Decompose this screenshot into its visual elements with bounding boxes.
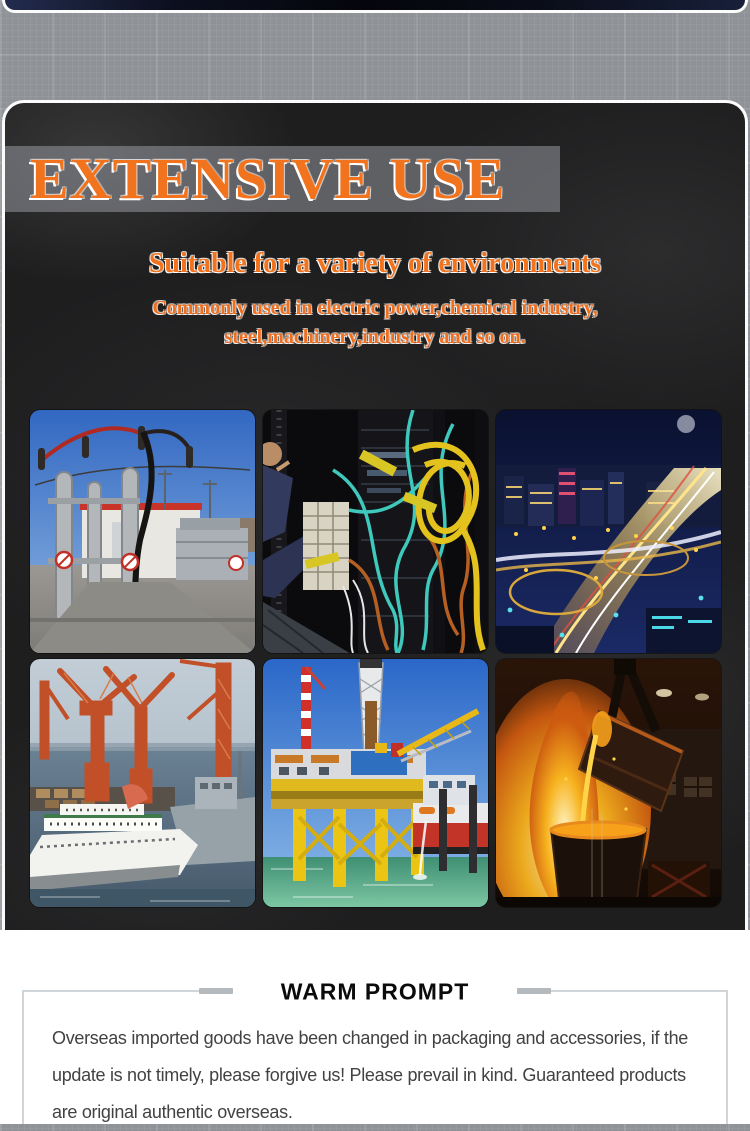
photo-harbor	[30, 659, 255, 907]
photo-night-city	[496, 410, 721, 653]
description-line-1: Commonly used in electric power,chemical industry,	[152, 297, 598, 320]
section-description	[5, 294, 745, 352]
left-accent-dash	[199, 988, 233, 994]
foundry-illustration	[496, 659, 721, 907]
substation-illustration	[30, 410, 255, 653]
prompt-line-2: update is not timely, please forgive us! Please prevail in kind. Guaranteed products	[52, 1065, 686, 1085]
prompt-line-1: Overseas imported goods have been changed in packaging and accessories, if the	[52, 1028, 689, 1048]
extensive-use-panel	[2, 100, 748, 930]
section-subtitle: Suitable for a variety of environments	[148, 248, 602, 279]
warm-prompt-text	[52, 1020, 718, 1131]
previous-panel-bottom-edge	[2, 0, 748, 13]
night-city-illustration	[496, 410, 721, 653]
warm-prompt-section	[0, 930, 750, 1124]
prompt-line-3: are original authentic overseas.	[52, 1102, 293, 1122]
photo-oil-rig	[263, 659, 488, 907]
photo-substation	[30, 410, 255, 653]
photo-foundry	[496, 659, 721, 907]
warm-prompt-box	[22, 978, 728, 1124]
section-title-banner	[5, 146, 560, 212]
warm-prompt-heading: WARM PROMPT	[269, 979, 482, 1006]
section-title: EXTENSIVE USE	[30, 146, 506, 211]
server-rack-illustration	[263, 410, 488, 653]
photo-server-rack	[263, 410, 488, 653]
harbor-illustration	[30, 659, 255, 907]
environment-photo-grid	[30, 410, 745, 907]
oil-rig-illustration	[263, 659, 488, 907]
right-accent-dash	[517, 988, 551, 994]
description-line-2: steel,machinery,industry and so on.	[224, 326, 526, 349]
